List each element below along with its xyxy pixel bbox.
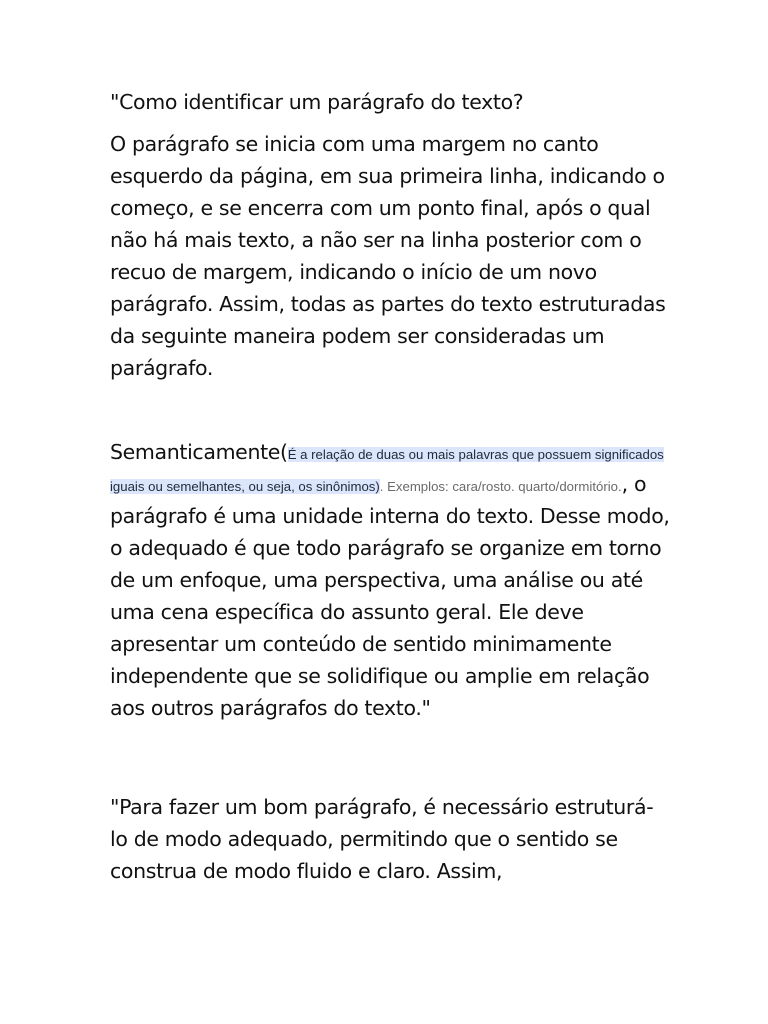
heading-line: "Como identificar um parágrafo do texto?	[110, 90, 524, 114]
paragraph-2	[110, 436, 670, 724]
highlighted-definition-note: É a relação de duas ou mais palavras que possuem significados iguais ou semelhantes, ou seja, os sinônimos)	[110, 447, 664, 494]
paragraph-1: O parágrafo se inicia com uma margem no canto esquerdo da página, em sua primeira linha, indicando o começo, e se encerra com um ponto final, após o qual não há mais texto, a não ser na linha posterior com o recuo de margem, indicando o início de um novo parágrafo. Assim, todas as partes do texto estruturadas da seguinte maneira podem ser consideradas um parágrafo.	[110, 132, 666, 380]
paragraph-2-lead-word: Semanticamente(	[110, 440, 288, 464]
paragraph-2-body: , o parágrafo é uma unidade interna do texto. Desse modo, o adequado é que todo parágrafo se organize em torno de um enfoque, uma perspectiva, uma análise ou até uma cena específica do assunto geral. Ele deve apresentar um conteúdo de sentido minimamente independente que se solidifique ou amplie em relação aos outros parágrafos do texto."	[110, 472, 670, 720]
examples-note: . Exemplos: cara/rosto. quarto/dormitório.	[379, 479, 622, 494]
paragraph-3: "Para fazer um bom parágrafo, é necessário estruturá-lo de modo adequado, permitindo que o sentido se construa de modo fluido e claro. Assim,	[110, 795, 654, 883]
